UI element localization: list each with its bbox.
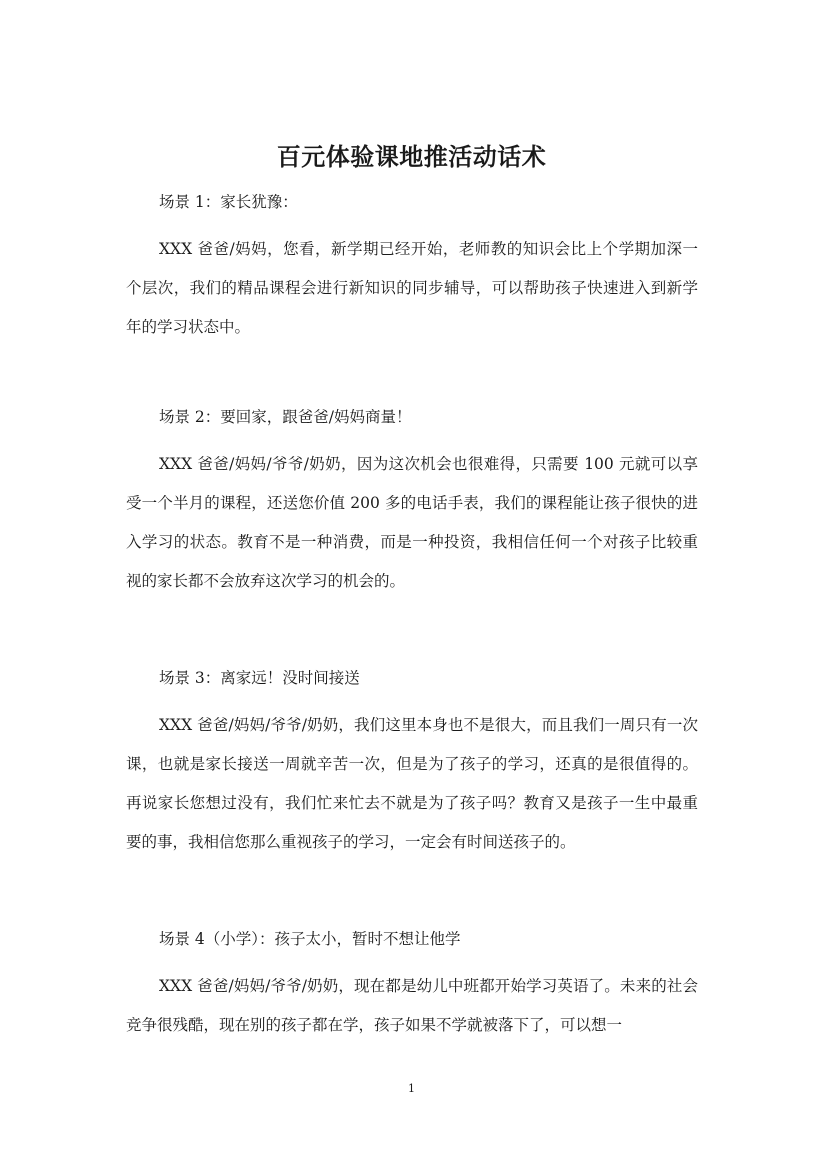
scene-section <box>126 666 698 862</box>
scene-paragraph: XXX 爸爸/妈妈/爷爷/奶奶，我们这里本身也不是很大，而且我们一周只有一次课，也就是家长接送一周就辛苦一次，但是为了孩子的学习，还真的是很值得的。再说家长您想过没有，我们忙来忙去不就是为了孩子吗？教育又是孩子一生中最重要的事，我相信您那么重视孩子的学习，一定会有时间送孩子的。 <box>126 716 698 851</box>
scene-paragraph: XXX 爸爸/妈妈，您看，新学期已经开始，老师教的知识会比上个学期加深一个层次，我们的精品课程会进行新知识的同步辅导，可以帮助孩子快速进入到新学年的学习状态中。 <box>126 240 698 336</box>
scene-section <box>126 405 698 601</box>
page-number: 1 <box>408 1082 415 1095</box>
scene-heading: 场景 2：要回家，跟爸爸/妈妈商量！ <box>159 408 412 426</box>
scene-heading: 场景 4（小学）：孩子太小，暂时不想让他学 <box>159 930 461 948</box>
scene-section <box>126 190 698 347</box>
scene-heading: 场景 1：家长犹豫： <box>159 193 298 211</box>
scene-heading: 场景 3：离家远！没时间接送 <box>159 669 360 687</box>
scene-paragraph: XXX 爸爸/妈妈/爷爷/奶奶，现在都是幼儿中班都开始学习英语了。未来的社会竞争很残酷，现在别的孩子都在学，孩子如果不学就被落下了，可以想一 <box>126 977 698 1034</box>
scene-section <box>126 927 698 1045</box>
scene-paragraph: XXX 爸爸/妈妈/爷爷/奶奶，因为这次机会也很难得，只需要 100 元就可以享受一个半月的课程，还送您价值 200 多的电话手表，我们的课程能让孩子很快的进入学习的状态。教育不是一种消费，而是一种投资，我相信任何一个对孩子比较重视的家长都不会放弃这次学习的机会的。 <box>126 455 698 590</box>
document-title: 百元体验课地推活动话术 <box>276 142 547 172</box>
